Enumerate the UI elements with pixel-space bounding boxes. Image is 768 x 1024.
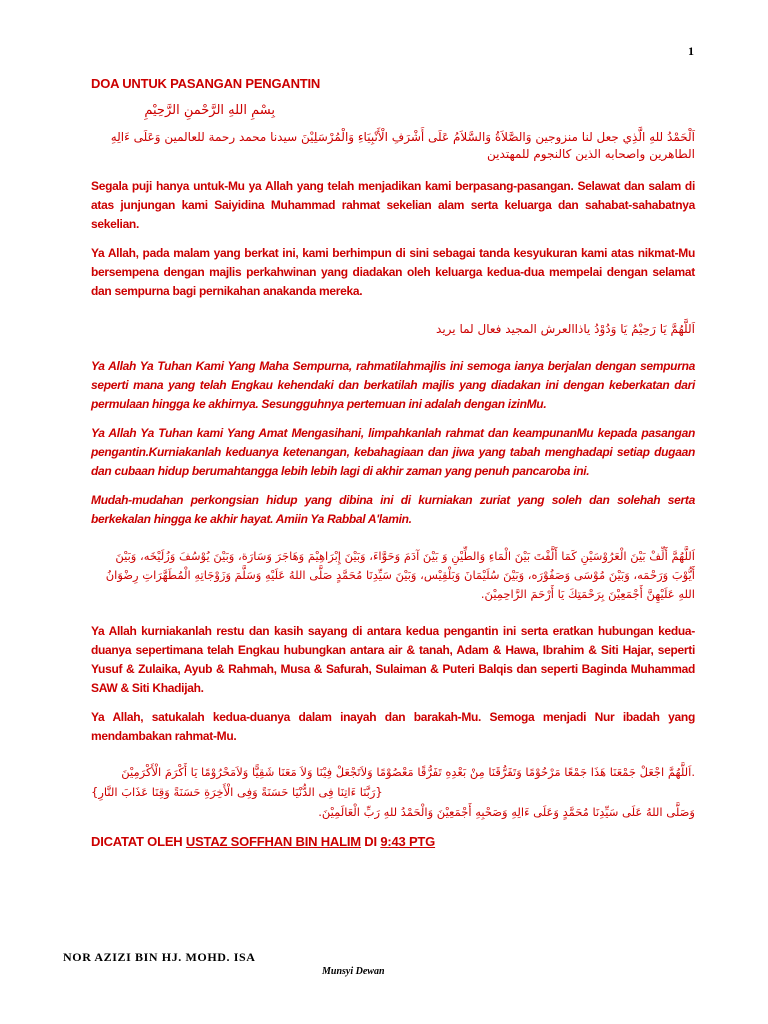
paragraph-gathering: Ya Allah, pada malam yang berkat ini, kami berhimpun di sini sebagai tanda kesyukuran kami atas nikmat-Mu bersempena dengan majlis perkahwinan yang diadakan oleh keluarga kedua-dua mempelai dengan selamat dan sempurna bagi pernikahan anakanda mereka. (91, 246, 695, 298)
gathering-arabic: .اَللَّهُمَّ اجْعَلْ جَمْعَنَا هَذَا جَمْعًا مَرْحُوْمًا وَتَفَرُّقَنَا مِنْ بَعْدِهِ تَفَرُّقًا مَعْصُوْمًا وَلاَتَجْعَلْ فِيْنَا وَلاَ مَعَنَا شَقِيًّا وَلاَمَحْرُوْمًا يَا أَكْرَمَ الْأَكْرَمِيْنَ (121, 765, 695, 779)
bismillah-arabic: بِسْمِ اللهِ الرَّحْمنِ الرَّحِيْمِ (144, 103, 275, 118)
signature-middle: DI (360, 834, 381, 849)
closing-arabic: وَصَلَّى اللهُ عَلَى سَيِّدِنَا مُحَمَّدٍ وَعَلَى ءَالِهِ وَصَحْبِهِ أَجْمَعِيْنَ وَالْحَمْدُ للهِ رَبِّ الْعَالَمِيْنَ. (318, 805, 695, 819)
document-title: DOA UNTUK PASANGAN PENGANTIN (91, 76, 321, 91)
page-number: 1 (688, 44, 694, 58)
paragraph-union: Ya Allah kurniakanlah restu dan kasih sayang di antara kedua pengantin ini serta eratkan hubungan kedua-duanya sepertimana telah Engkau hubungkan antara air & tanah, Adam & Hawa, Ibrahim & Siti Hajar, seperti Yusuf & Zulaika, Ayub & Rahmah, Musa & Safurah, Sulaiman & Puteri Balqis dan seperti Baginda Muhammad SAW & Siti Khadijah. (91, 624, 695, 695)
document-body (91, 76, 695, 849)
signature-line (91, 834, 695, 849)
paragraph-mercy: Ya Allah Ya Tuhan kami Yang Amat Mengasihani, limpahkanlah rahmat dan keampunanMu kepada pasangan pengantin.Kurniakanlah keduanya ketenangan, kebahagiaan dan jiwa yang tabah menghadapi setiap dugaan dan cubaan hidup berumahtangga lebih lebih lagi di akhir zaman yang penuh pancaroba ini. (91, 426, 695, 478)
invocation-arabic: اَللَّهُمَّ يَا رَحِيْمُ يَا وَدُوْدُ ياذاالعرش المجيد فعال لما يريد (436, 322, 695, 336)
footer-tagline: Munsyi Dewan (322, 966, 385, 977)
paragraph-praise: Segala puji hanya untuk-Mu ya Allah yang telah menjadikan kami berpasang-pasangan. Selawat dan salam di atas junjungan kami Saiyidina Muhammad rahmat sekelian alam serta keluarga dan sahabat-sahabatnya sekelian. (91, 179, 695, 231)
rabbana-arabic: {رَبَّنَا ءَاتِنَا فِى الدُّنْيَا حَسَنَةً وَفِى الْأَخِرَةِ حَسَنَةً وَقِنَا عَذَابَ النَّارِ} (91, 785, 383, 799)
signature-author: USTAZ SOFFHAN BIN HALIM (185, 834, 361, 849)
paragraph-offspring: Mudah-mudahan perkongsian hidup yang dibina ini di kurniakan zuriat yang soleh dan solehah serta berkekalan hingga ke akhir hayat. Amiin Ya Rabbal A'lamin. (91, 493, 695, 526)
union-arabic: اَللَّهُمَّ أَلِّفْ بَيْنَ الْعَرُوْسَيْنِ كَمَا أَلَّفْتَ بَيْنَ الْمَاءِ وَالطِّيْنِ وَ بَيْنَ آدَمَ وَحَوَّاءَ، وَبَيْنَ إِبْرَاهِيْمَ وَهَاجَرَ وَسَارَة، وَبَيْنَ يُوْسُفَ وَزُلَيْخَه، وَبَيْنَ أَيُّوْبَ وَرَحْمَه، وَبَيْنَ مُوْسَى وَصَفُوْرَه، وَبَيْنَ سُلَيْمَانَ وَبَلْقِيْس، وَبَيْنَ سَيِّدِنَا مُحَمَّدٍ صَلَّى اللهُ عَلَيْهِ وَسَلَّمَ وَزَوْجَاتِهِ الْمُطَهَّرَاتِ رِضْوَانُ اللهِ عَلَيْهِنَّ أَجْمَعِيْنَ بِرَحْمَتِكَ يَا أَرْحَمَ الرَّاحِمِيْنَ. (105, 549, 695, 601)
signature-time: 9:43 PTG (380, 834, 436, 849)
paragraph-unite: Ya Allah, satukalah kedua-duanya dalam inayah dan barakah-Mu. Semoga menjadi Nur ibadah yang mendambakan rahmat-Mu. (91, 710, 695, 743)
opening-arabic-line-2: الطاهرين واصحابه الذين كالنجوم للمهتدين (487, 147, 695, 161)
opening-arabic-line-1: اَلْحَمْدُ للهِ الَّذِي جعل لنا منزوجين وَالصَّلاَةُ وَالسَّلاَمُ عَلَى أَشْرَفِ الْأَنْبِيَاءِ وَالْمُرْسَلِيْنَ سيدنا محمد رحمة للعالمين وَعَلَى ءَالِهِ (110, 130, 695, 144)
footer-author-name: NOR AZIZI BIN HJ. MOHD. ISA (63, 950, 256, 964)
signature-prefix: DICATAT OLEH (91, 834, 186, 849)
paragraph-blessing: Ya Allah Ya Tuhan Kami Yang Maha Sempurna, rahmatilahmajlis ini semoga ianya berjalan dengan sempurna seperti mana yang telah Engkau kehendaki dan berkatilah majlis yang diadakan ini dengan keberkatan dari permulaan hingga ke akhirnya. Sesungguhnya pertemuan ini adalah dengan izinMu. (91, 359, 695, 411)
